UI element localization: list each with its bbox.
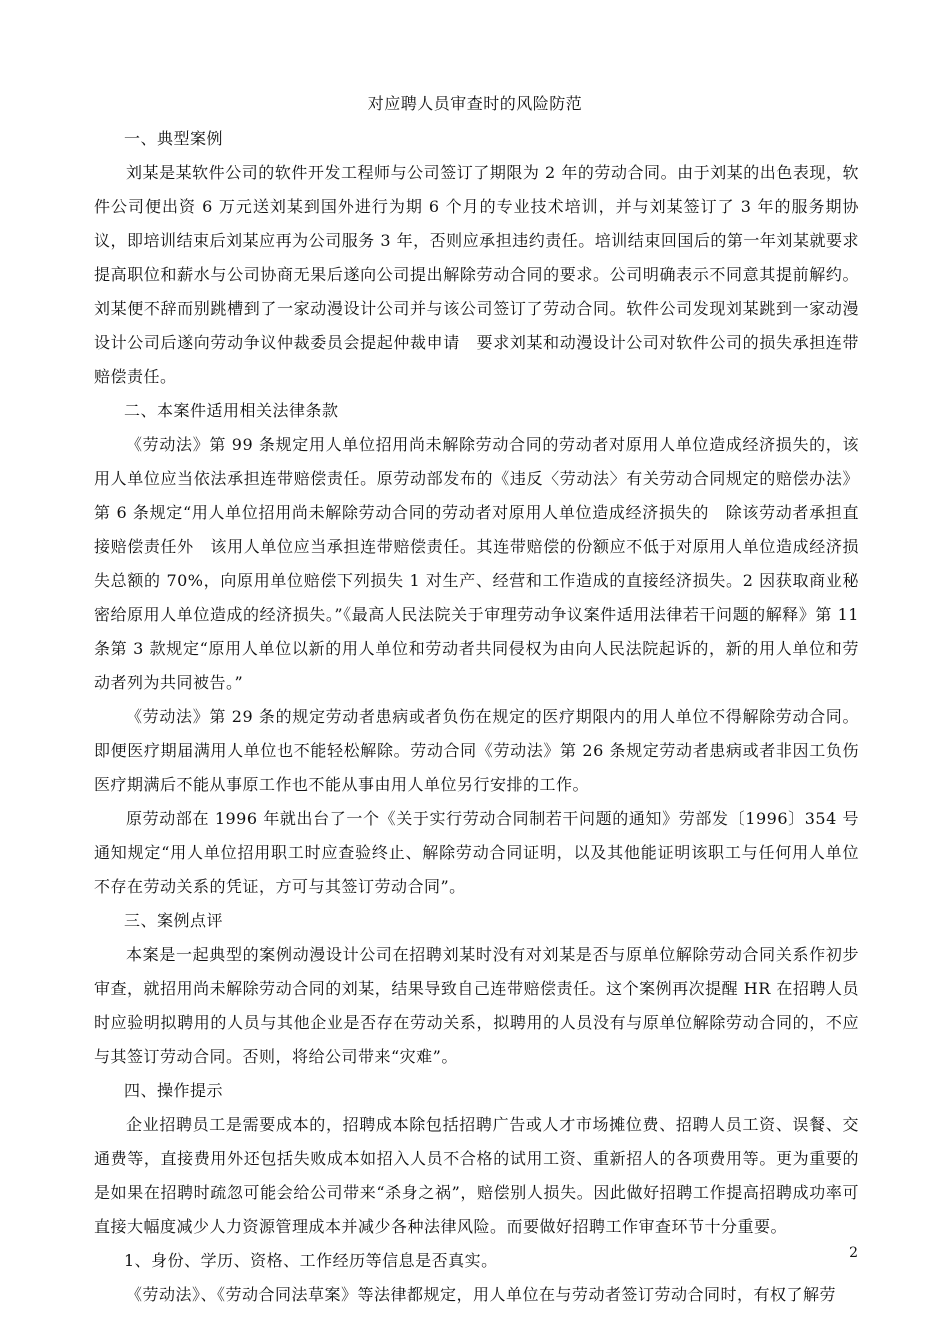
section-identity-check [94, 1244, 859, 1312]
paragraph: 刘某是某软件公司的软件开发工程师与公司签订了期限为 2 年的劳动合同。由于刘某的出色表现，软件公司便出资 6 万元送刘某到国外进行为期 6 个月的专业技术培训，并与刘某签订了 3 年的服务期协议，即培训结束后刘某应再为公司服务 3 年，否则应承担违约责任。培训结束回国后的第一年刘某就要求提高职位和薪水与公司协商无果后遂向公司提出解除劳动合同的要求。公司明确表示不同意其提前解约。刘某便不辞而别跳槽到了一家动漫设计公司并与该公司签订了劳动合同。软件公司发现刘某跳到一家动漫设计公司后遂向劳动争议仲裁委员会提起仲裁申请 要求刘某和动漫设计公司对软件公司的损失承担连带赔偿责任。 [94, 163, 859, 386]
section-heading: 二、本案件适用相关法律条款 [124, 401, 339, 420]
document-title: 对应聘人员审查时的风险防范 [367, 94, 583, 113]
section-legal-provisions [94, 394, 859, 904]
document-body [94, 122, 859, 1312]
paragraph: 《劳动法》、《劳动合同法草案》等法律都规定，用人单位在与劳动者签订劳动合同时，有权了解劳 [126, 1285, 837, 1304]
section-heading: 三、案例点评 [124, 911, 224, 930]
section-heading: 一、典型案例 [124, 129, 224, 148]
paragraph: 《劳动法》第 29 条的规定劳动者患病或者负伤在规定的医疗期限内的用人单位不得解除劳动合同。即便医疗期届满用人单位也不能轻松解除。劳动合同《劳动法》第 26 条规定劳动者患病或者非因工负伤医疗期满后不能从事原工作也不能从事由用人单位另行安排的工作。 [94, 707, 859, 794]
paragraph: 本案是一起典型的案例动漫设计公司在招聘刘某时没有对刘某是否与原单位解除劳动合同关系作初步审查，就招用尚未解除劳动合同的刘某，结果导致自己连带赔偿责任。这个案例再次提醒 HR 在招聘人员时应验明拟聘用的人员与其他企业是否存在劳动关系，拟聘用的人员没有与原单位解除劳动合同的，不应与其签订劳动合同。否则，将给公司带来“灾难”。 [94, 945, 859, 1066]
paragraph: 原劳动部在 1996 年就出台了一个《关于实行劳动合同制若干问题的通知》劳部发〔1996〕354 号通知规定“用人单位招用职工时应查验终止、解除劳动合同证明，以及其他能证明该职工与任何用人单位不存在劳动关系的凭证，方可与其签订劳动合同”。 [94, 809, 859, 896]
page-number: 2 [849, 1245, 858, 1261]
paragraph: 企业招聘员工是需要成本的，招聘成本除包括招聘广告或人才市场摊位费、招聘人员工资、误餐、交通费等，直接费用外还包括失败成本如招入人员不合格的试用工资、重新招人的各项费用等。更为重要的是如果在招聘时疏忽可能会给公司带来“杀身之祸”，赔偿别人损失。因此做好招聘工作提高招聘成功率可直接大幅度减少人力资源管理成本并减少各种法律风险。而要做好招聘工作审查环节十分重要。 [94, 1115, 859, 1236]
section-heading: 1、身份、学历、资格、工作经历等信息是否真实。 [124, 1251, 498, 1270]
section-operation-tips [94, 1074, 859, 1244]
section-case-review [94, 904, 859, 1074]
section-typical-case [94, 122, 859, 394]
section-heading: 四、操作提示 [124, 1081, 224, 1100]
paragraph: 《劳动法》第 99 条规定用人单位招用尚未解除劳动合同的劳动者对原用人单位造成经济损失的，该用人单位应当依法承担连带赔偿责任。原劳动部发布的《违反〈劳动法〉有关劳动合同规定的赔偿办法》第 6 条规定“用人单位招用尚未解除劳动合同的劳动者对原用人单位造成经济损失的 除该劳动者承担直接赔偿责任外 该用人单位应当承担连带赔偿责任。其连带赔偿的份额应不低于对原用人单位造成经济损失总额的 70%，向原用单位赔偿下列损失 1 对生产、经营和工作造成的直接经济损失。2 因获取商业秘密给原用人单位造成的经济损失。”《最高人民法院关于审理劳动争议案件适用法律若干问题的解释》第 11 条第 3 款规定“原用人单位以新的用人单位和劳动者共同侵权为由向人民法院起诉的，新的用人单位和劳动者列为共同被告。” [94, 435, 859, 692]
